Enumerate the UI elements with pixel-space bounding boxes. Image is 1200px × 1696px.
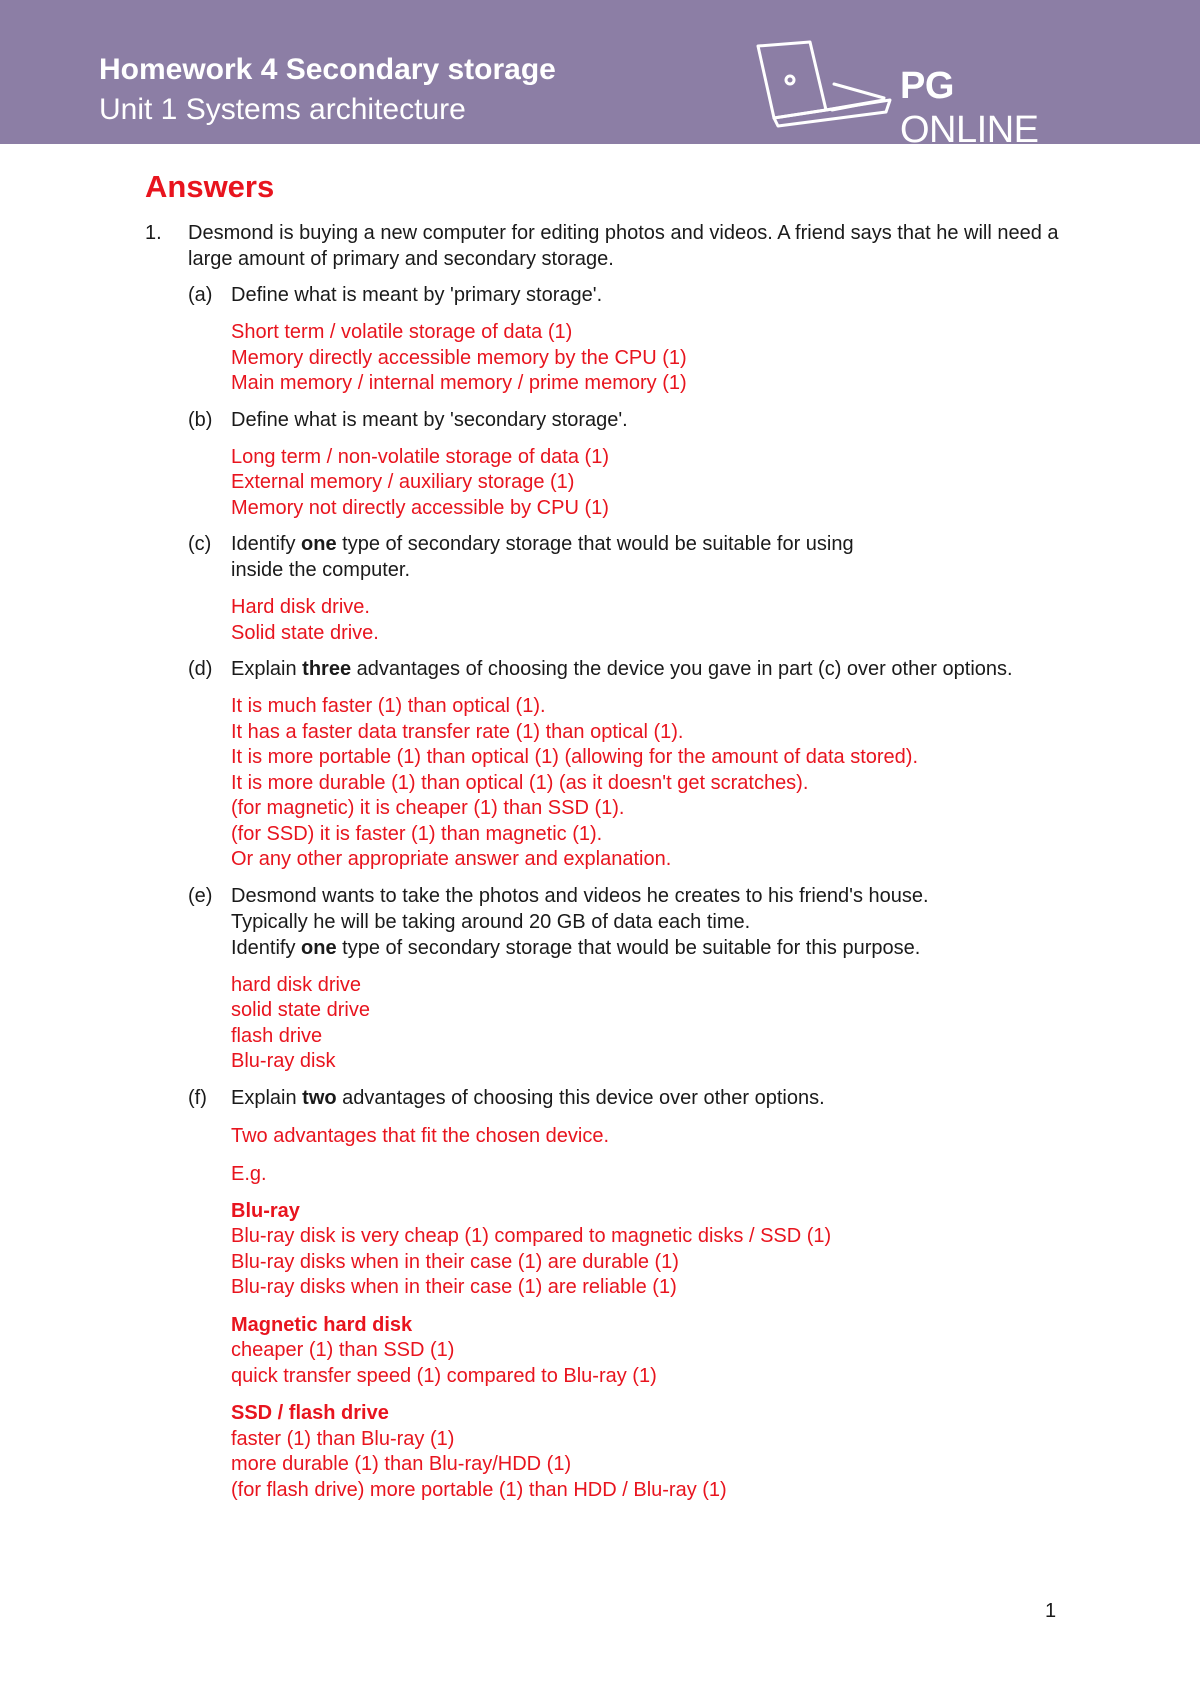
answer-line: (for magnetic) it is cheaper (1) than SSD (1). [231, 797, 625, 819]
answer-line: It has a faster data transfer rate (1) than optical (1). [231, 720, 684, 743]
document-subtitle: Unit 1 Systems architecture [99, 93, 466, 126]
answer-line: Blu-ray disks when in their case (1) are reliable (1) [231, 1276, 677, 1298]
page-header [0, 0, 1200, 151]
part-label: (c) [188, 533, 212, 555]
answer-line: flash drive [231, 1024, 323, 1047]
answer-line: hard disk drive [231, 973, 362, 996]
logo-online: ONLINE [900, 109, 1039, 151]
answer-line: solid state drive [231, 999, 370, 1021]
part-label: (e) [188, 884, 213, 907]
answer-line: Memory directly accessible memory by the CPU (1) [231, 346, 687, 369]
answer-line: External memory / auxiliary storage (1) [231, 471, 575, 493]
question-1 [145, 220, 1075, 272]
answer-intro: Two advantages that fit the chosen device. [231, 1124, 610, 1147]
laptop-icon [752, 40, 902, 130]
answer-block [231, 445, 1075, 522]
pg-online-logo [752, 40, 1097, 151]
part-a [188, 282, 1075, 397]
answer-block [231, 973, 1075, 1075]
part-label: (b) [188, 408, 213, 431]
part-question: Define what is meant by 'secondary storage'. [231, 408, 628, 431]
part-e [188, 883, 1075, 1075]
part-question: Identify one type of secondary storage that would be suitable for using inside the computer. [231, 533, 854, 581]
answer-group-heading: Blu-ray [231, 1199, 300, 1222]
answer-block [231, 320, 1075, 397]
part-f [188, 1085, 1075, 1504]
question-number: 1. [145, 222, 162, 244]
document-title: Homework 4 Secondary storage [99, 53, 556, 86]
question-text: Desmond is buying a new computer for editing photos and videos. A friend says that he will need a large amount of primary and secondary storage. [188, 222, 1059, 270]
answer-eg: E.g. [231, 1162, 267, 1185]
answer-line: It is more portable (1) than optical (1) (allowing for the amount of data stored). [231, 746, 919, 768]
part-label: (a) [188, 284, 213, 306]
answer-line: Blu-ray disks when in their case (1) are durable (1) [231, 1250, 679, 1273]
part-c [188, 531, 1075, 646]
answer-line: Hard disk drive. [231, 596, 370, 618]
part-question: Explain two advantages of choosing this device over other options. [231, 1086, 825, 1109]
answer-line: faster (1) than Blu-ray (1) [231, 1427, 455, 1450]
answer-line: Blu-ray disk [231, 1050, 336, 1072]
answer-line: Solid state drive. [231, 621, 379, 644]
answer-line: Short term / volatile storage of data (1) [231, 321, 573, 343]
answer-line: It is much faster (1) than optical (1). [231, 695, 546, 717]
answer-group-magnetic [231, 1313, 1075, 1390]
answer-group-heading: SSD / flash drive [231, 1402, 389, 1424]
part-question-followup: Identify one type of secondary storage that would be suitable for this purpose. [231, 936, 921, 959]
part-question: Desmond wants to take the photos and videos he creates to his friend's house. Typically he will be taking around 20 GB of data each time. [231, 884, 929, 933]
answer-line: Blu-ray disk is very cheap (1) compared to magnetic disks / SSD (1) [231, 1225, 832, 1247]
part-b [188, 407, 1075, 522]
answer-group-heading: Magnetic hard disk [231, 1313, 413, 1336]
answer-line: cheaper (1) than SSD (1) [231, 1339, 455, 1361]
answer-line: Memory not directly accessible by CPU (1) [231, 496, 609, 519]
part-d [188, 656, 1075, 873]
logo-wordmark [900, 64, 1097, 152]
answer-line: Long term / non-volatile storage of data (1) [231, 445, 609, 468]
answer-line: (for flash drive) more portable (1) than HDD / Blu-ray (1) [231, 1478, 727, 1501]
answer-group-bluray [231, 1199, 1075, 1301]
part-label: (f) [188, 1086, 207, 1109]
answer-block [231, 694, 1075, 873]
part-question: Define what is meant by 'primary storage'. [231, 284, 603, 306]
answers-heading: Answers [145, 169, 275, 204]
answer-line: Main memory / internal memory / prime memory (1) [231, 372, 687, 394]
page-number: 1 [1045, 1600, 1057, 1622]
answer-line: It is more durable (1) than optical (1) (as it doesn't get scratches). [231, 771, 809, 794]
answer-block [231, 595, 1075, 646]
logo-pg: PG [900, 65, 954, 107]
answer-line: more durable (1) than Blu-ray/HDD (1) [231, 1453, 572, 1475]
answer-line: (for SSD) it is faster (1) than magnetic (1). [231, 822, 603, 845]
document-body [145, 168, 1075, 1503]
answer-group-ssd [231, 1401, 1075, 1503]
part-question: Explain three advantages of choosing the device you gave in part (c) over other options. [231, 658, 1013, 680]
part-label: (d) [188, 658, 213, 680]
answer-line: Or any other appropriate answer and explanation. [231, 848, 672, 870]
answer-line: quick transfer speed (1) compared to Blu-ray (1) [231, 1364, 657, 1387]
